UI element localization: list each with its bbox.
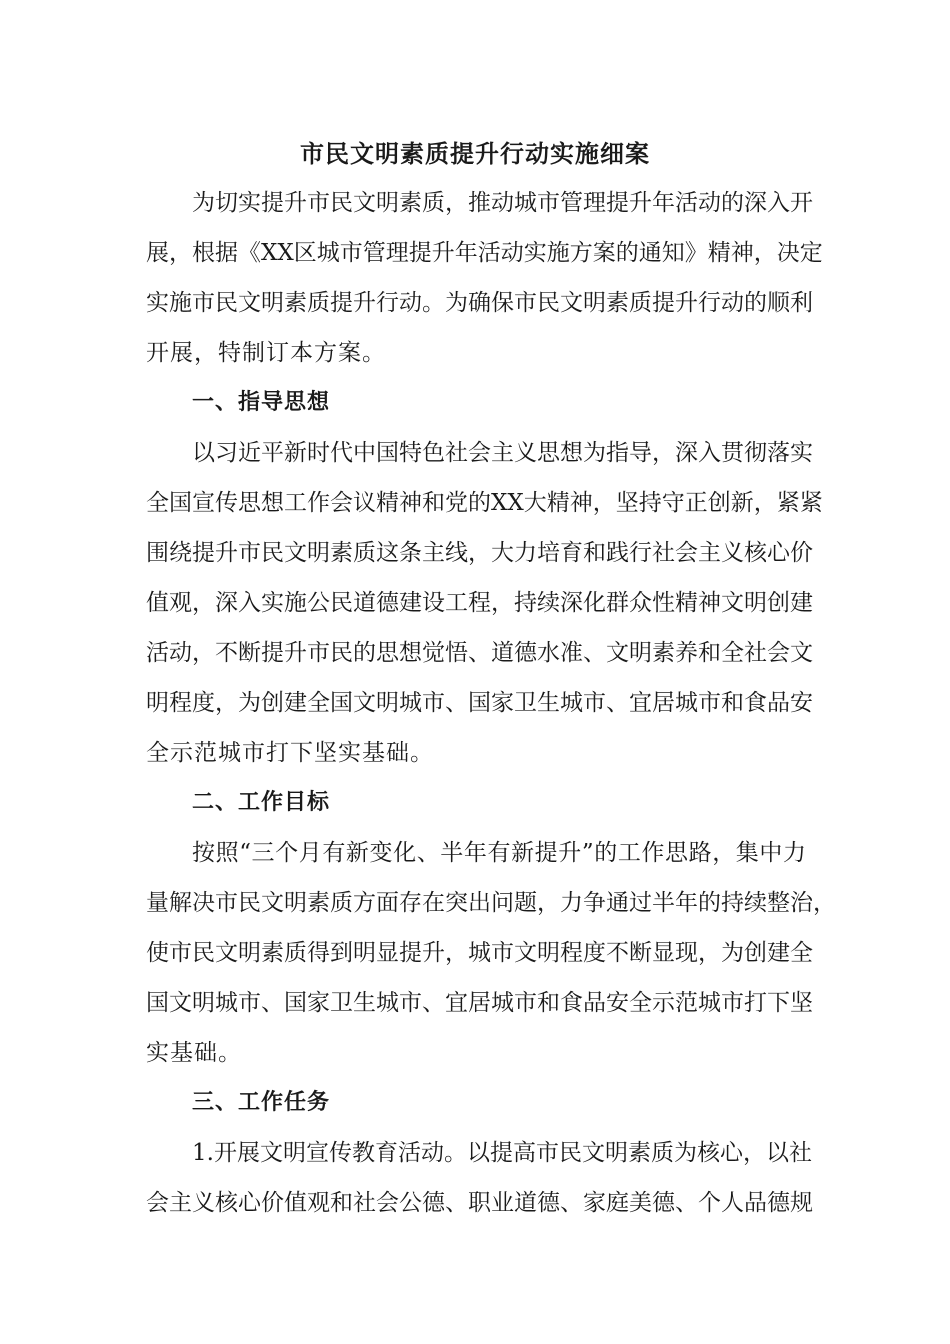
section1-line-5: 活动，不断提升市民的思想觉悟、道德水准、文明素养和全社会文 bbox=[146, 640, 813, 666]
section-heading-work-goals: 二、工作目标 bbox=[192, 790, 331, 815]
section1-line-7: 全示范城市打下坚实基础。 bbox=[146, 740, 434, 766]
section1-line-3: 围绕提升市民文明素质这条主线，大力培育和践行社会主义核心价 bbox=[146, 540, 813, 566]
section2-line-5: 实基础。 bbox=[146, 1040, 242, 1066]
section-heading-work-tasks: 三、工作任务 bbox=[192, 1090, 331, 1115]
section1-line-2: 全国宣传思想工作会议精神和党的XX大精神，坚持守正创新，紧紧 bbox=[146, 490, 823, 516]
section1-line-4: 值观，深入实施公民道德建设工程，持续深化群众性精神文明创建 bbox=[146, 590, 813, 616]
section3-line-1: 1.开展文明宣传教育活动。以提高市民文明素质为核心，以社 bbox=[192, 1140, 812, 1166]
intro-line-1: 为切实提升市民文明素质，推动城市管理提升年活动的深入开 bbox=[192, 190, 813, 216]
section2-line-4: 国文明城市、国家卫生城市、宜居城市和食品安全示范城市打下坚 bbox=[146, 990, 813, 1016]
intro-line-4: 开展，特制订本方案。 bbox=[146, 340, 386, 366]
section-heading-guiding-ideology: 一、指导思想 bbox=[192, 390, 331, 415]
section1-line-6: 明程度，为创建全国文明城市、国家卫生城市、宜居城市和食品安 bbox=[146, 690, 813, 716]
section3-line-2: 会主义核心价值观和社会公德、职业道德、家庭美德、个人品德规 bbox=[146, 1190, 813, 1216]
section1-line-1: 以习近平新时代中国特色社会主义思想为指导，深入贯彻落实 bbox=[192, 440, 813, 466]
section2-line-2: 量解决市民文明素质方面存在突出问题，力争通过半年的持续整治， bbox=[146, 890, 836, 916]
document-title: 市民文明素质提升行动实施细案 bbox=[300, 140, 650, 168]
intro-line-2: 展，根据《XX区城市管理提升年活动实施方案的通知》精神，决定 bbox=[146, 240, 823, 266]
section2-line-1: 按照“三个月有新变化、半年有新提升”的工作思路，集中力 bbox=[192, 840, 806, 866]
section2-line-3: 使市民文明素质得到明显提升，城市文明程度不断显现，为创建全 bbox=[146, 940, 813, 966]
intro-line-3: 实施市民文明素质提升行动。为确保市民文明素质提升行动的顺利 bbox=[146, 290, 813, 316]
